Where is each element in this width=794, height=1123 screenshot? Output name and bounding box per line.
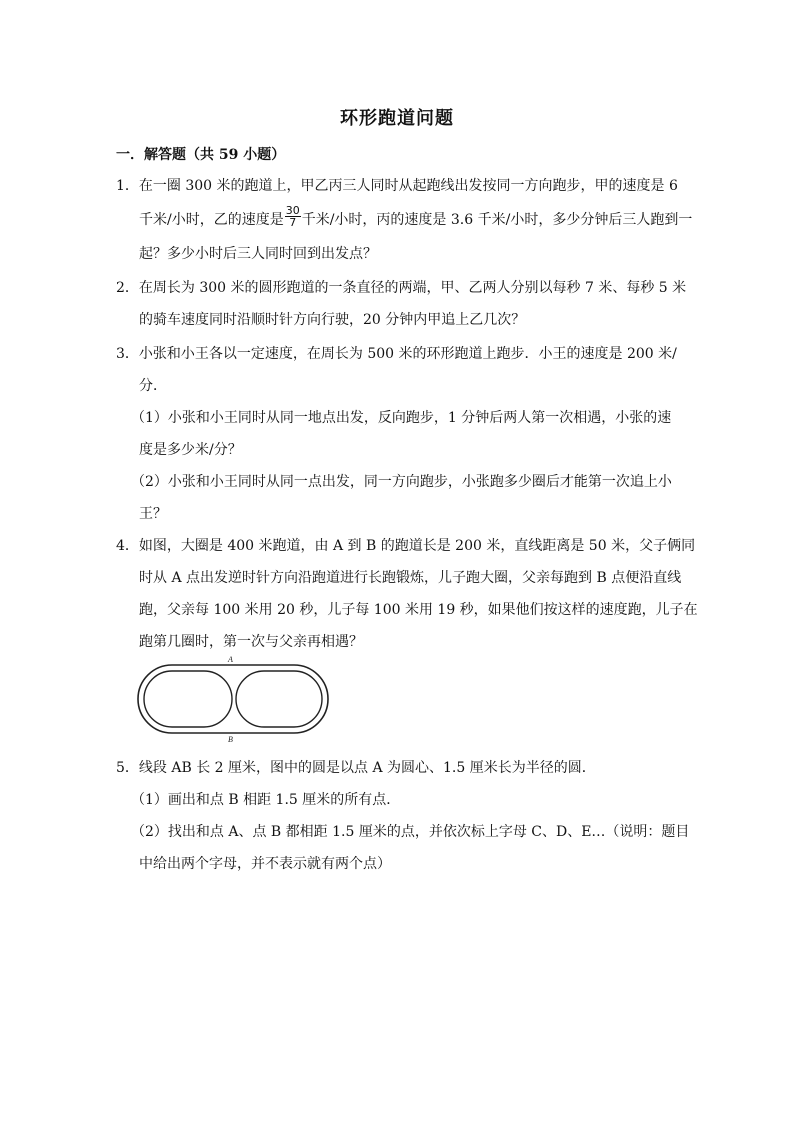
fraction-denominator: 7 xyxy=(289,215,297,229)
label-point-b: B xyxy=(228,735,233,743)
q2-line-1: 2．在周长为 300 米的圆形跑道的一条直径的两端，甲、乙两人分别以每秒 7 米、每秒 5 米 xyxy=(116,280,687,296)
q1-line-2a: 千米/小时，乙的速度是 xyxy=(139,212,284,228)
label-point-a: A xyxy=(228,655,233,664)
q4-line-2: 时从 A 点出发逆时针方向沿跑道进行长跑锻炼，儿子跑大圈，父亲每跑到 B 点便沿直线 xyxy=(139,570,682,586)
q4-line-1: 4．如图，大圈是 400 米跑道，由 A 到 B 的跑道长是 200 米，直线距离是 50 米，父子俩同 xyxy=(116,538,696,554)
q5-line-1: 5．线段 AB 长 2 厘米，图中的圆是以点 A 为圆心、1.5 厘米长为半径的圆． xyxy=(116,760,596,776)
q3-line-2: 分． xyxy=(139,378,167,394)
section-heading: 一．解答题（共 59 小题） xyxy=(116,147,286,163)
track-inner-right xyxy=(236,671,322,727)
fraction-30-7 xyxy=(285,205,301,228)
q3-sub2-line-2: 王？ xyxy=(139,506,167,522)
q1-line-2 xyxy=(139,203,705,230)
q5-sub2-line-1: （2）找出和点 A、点 B 都相距 1.5 厘米的点，并依次标上字母 C、D、E…（说明：题目 xyxy=(131,824,690,840)
track-inner-left xyxy=(144,671,232,727)
fraction-numerator: 30 xyxy=(285,203,300,217)
q3-sub1-line-1: （1）小张和小王同时从同一地点出发，反向跑步，1 分钟后两人第一次相遇，小张的速 xyxy=(131,410,672,426)
q3-sub2-line-1: （2）小张和小王同时从同一点出发，同一方向跑步，小张跑多少圈后才能第一次追上小 xyxy=(131,474,672,490)
q3-line-1: 3．小张和小王各以一定速度，在周长为 500 米的环形跑道上跑步．小王的速度是 200 米/ xyxy=(116,346,677,362)
q3-sub1-line-2: 度是多少米/分？ xyxy=(139,442,242,458)
q5-sub1: （1）画出和点 B 相距 1.5 厘米的所有点． xyxy=(131,792,401,808)
track-diagram xyxy=(136,655,332,743)
q1-line-1: 1．在一圈 300 米的跑道上，甲乙丙三人同时从起跑线出发按同一方向跑步，甲的速度是 6 xyxy=(116,178,678,194)
q4-line-3: 跑，父亲每 100 米用 20 秒，儿子每 100 米用 19 秒，如果他们按这样的速度跑，儿子在 xyxy=(139,602,698,618)
q1-line-3: 起？多少小时后三人同时回到出发点？ xyxy=(139,246,377,262)
q5-sub2-line-2: 中给出两个字母，并不表示就有两个点） xyxy=(139,856,391,872)
q1-line-2b: 千米/小时，丙的速度是 3.6 千米/小时，多少分钟后三人跑到一 xyxy=(301,212,693,228)
q2-line-2: 的骑车速度同时沿顺时针方向行驶，20 分钟内甲追上乙几次？ xyxy=(139,312,526,328)
page-title: 环形跑道问题 xyxy=(340,108,454,129)
track-outer-loop xyxy=(138,665,328,733)
q4-line-4: 跑第几圈时，第一次与父亲再相遇？ xyxy=(139,634,363,650)
